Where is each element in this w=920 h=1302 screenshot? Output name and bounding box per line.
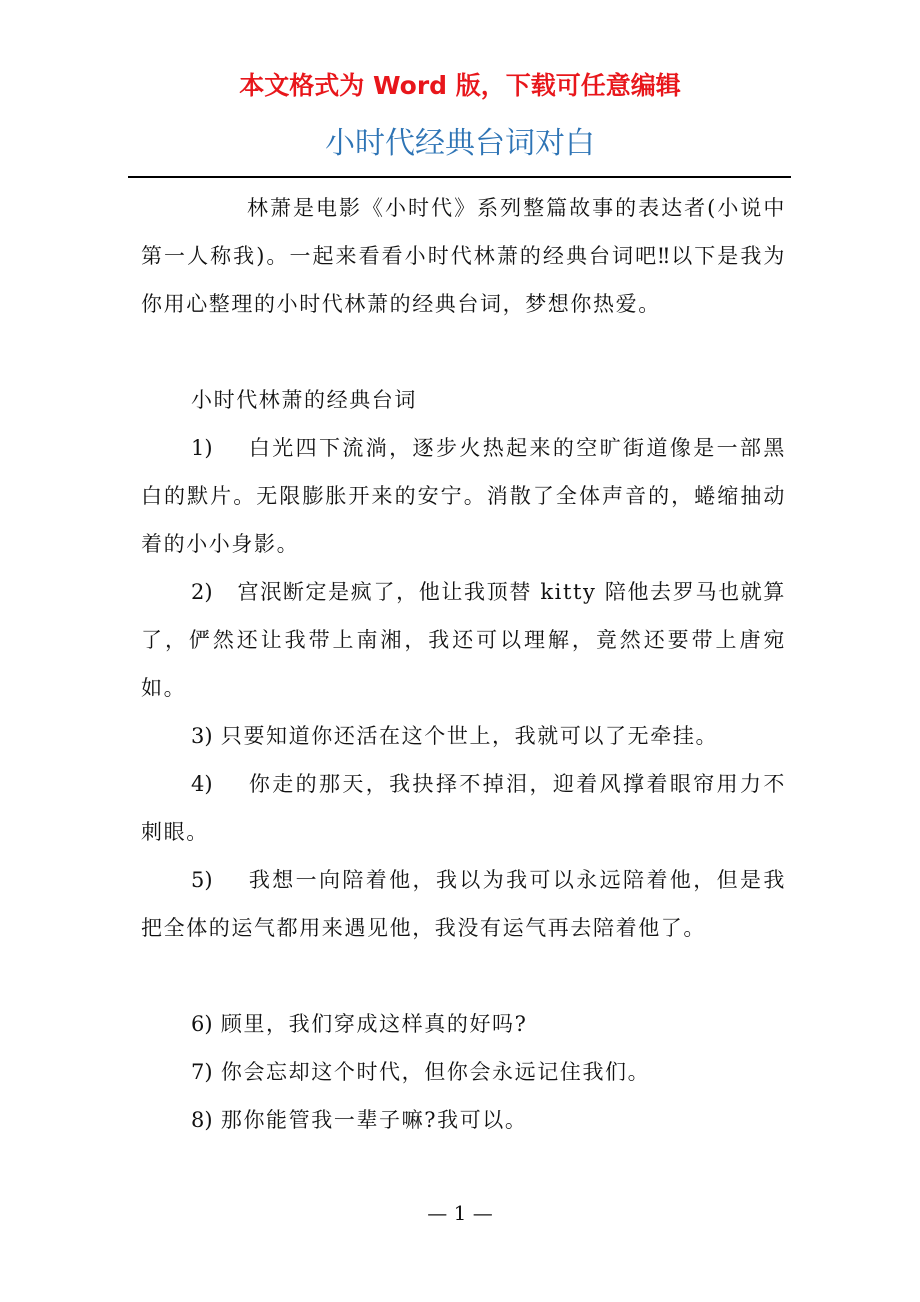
quote-spacer (213, 772, 249, 796)
quote-spacer (213, 1060, 221, 1084)
quote-text: 那你能管我一辈子嘛?我可以。 (220, 1108, 528, 1132)
quote-spacer (213, 436, 249, 460)
quote-text: 你会忘却这个时代，但你会永远记住我们。 (220, 1060, 651, 1084)
quote-text: 顾里，我们穿成这样真的好吗? (220, 1012, 528, 1036)
quote-item (141, 1096, 786, 1144)
page-number: — 1 — (427, 1201, 493, 1225)
quote-item (141, 712, 786, 760)
section-heading: 小时代林萧的经典台词 (191, 388, 417, 412)
page-title: 小时代经典台词对白 (325, 126, 595, 161)
quote-spacer (213, 868, 249, 892)
quote-item (141, 1048, 786, 1096)
intro-paragraph: 林萧是电影《小时代》系列整篇故事的表达者(小说中第一人称我)。一起来看看小时代林萧的经典台词吧‼以下是我为你用心整理的小时代林萧的经典台词，梦想你热爱。 (141, 196, 786, 316)
quote-item (141, 424, 786, 568)
quote-number: 7) (191, 1060, 213, 1084)
quote-text: 你走的那天，我抉择不掉泪，迎着风撑着眼帘用力不刺眼。 (141, 772, 786, 844)
quote-text: 白光四下流淌，逐步火热起来的空旷街道像是一部黑白的默片。无限膨胀开来的安宁。消散了全体声音的，蜷缩抽动着的小小身影。 (141, 436, 786, 556)
quote-number: 4) (191, 772, 213, 796)
quote-number: 6) (191, 1012, 213, 1036)
quote-number: 5) (191, 868, 213, 892)
paragraph-gap (141, 952, 786, 1000)
paragraph-gap (141, 328, 786, 376)
quote-item (141, 856, 786, 952)
quote-text: 我想一向陪着他，我以为我可以永远陪着他，但是我把全体的运气都用来遇见他，我没有运气再去陪着他了。 (141, 868, 786, 940)
quote-text: 宫泯断定是疯了，他让我顶替 kitty 陪他去罗马也就算了，俨然还让我带上南湘，我还可以理解，竟然还要带上唐宛如。 (141, 580, 786, 700)
quote-number: 1) (191, 436, 213, 460)
quote-spacer (213, 580, 238, 604)
quote-text: 只要知道你还活在这个世上，我就可以了无牵挂。 (220, 724, 719, 748)
quote-item (141, 760, 786, 856)
document-body (141, 184, 786, 1144)
quote-spacer (213, 1108, 221, 1132)
quote-spacer (213, 1012, 221, 1036)
download-banner: 本文格式为 Word 版，下载可任意编辑 (239, 71, 681, 100)
quote-spacer (213, 724, 221, 748)
quote-item (141, 1000, 786, 1048)
quote-item (141, 568, 786, 712)
title-divider (128, 176, 791, 178)
quote-number: 2) (191, 580, 213, 604)
quote-number: 8) (191, 1108, 213, 1132)
quote-number: 3) (191, 724, 213, 748)
